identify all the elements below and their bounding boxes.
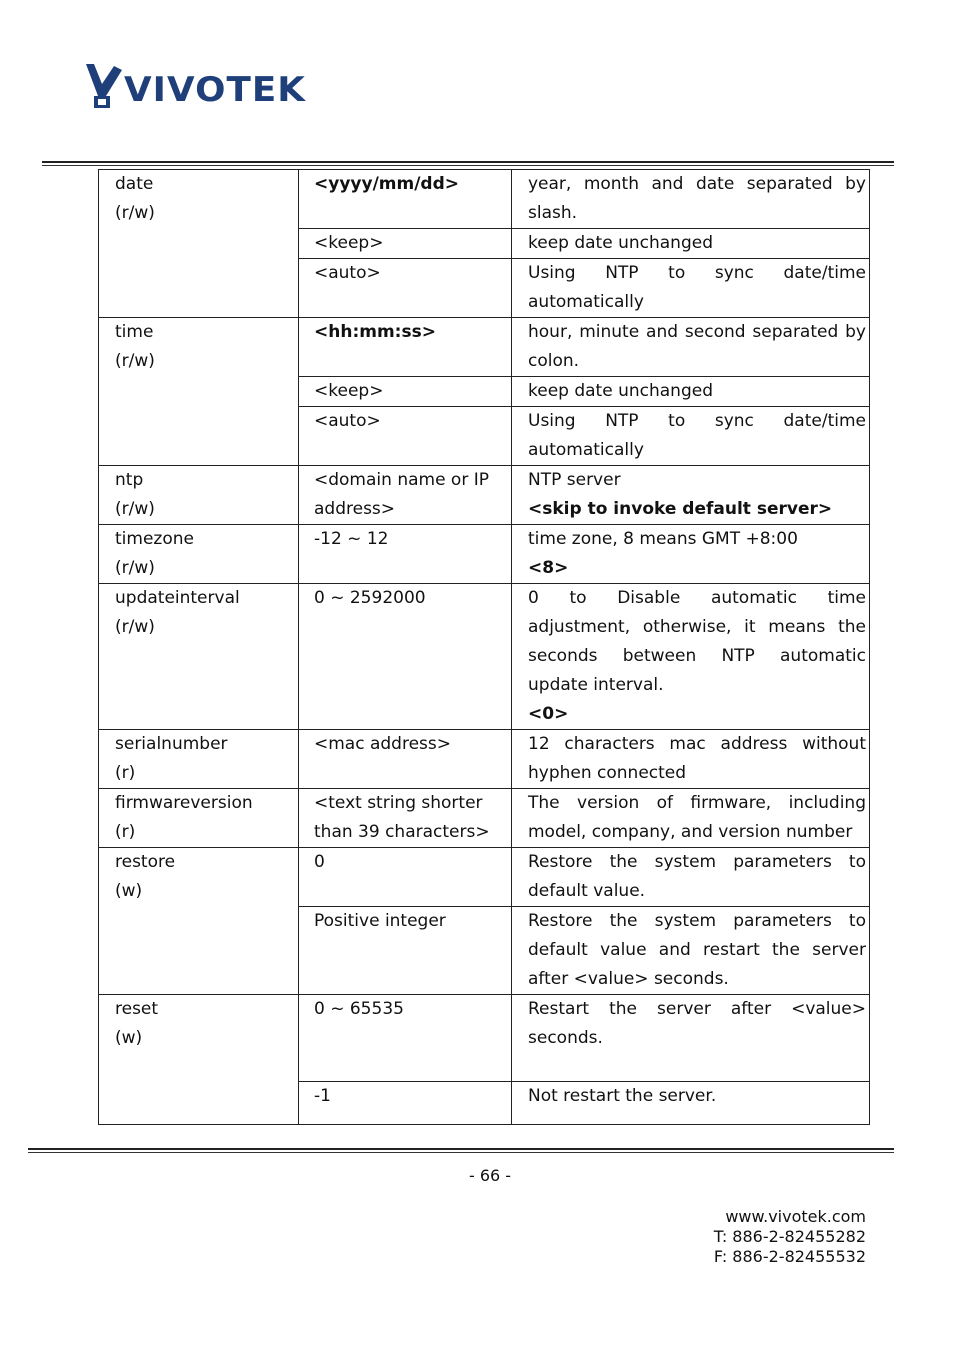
table-row — [99, 789, 870, 848]
vivotek-logo — [84, 62, 307, 114]
param-name: firmwareversion — [115, 793, 253, 813]
param-access: (w) — [115, 881, 143, 901]
param-description: Using NTP to sync date/time automatically — [528, 263, 866, 312]
param-name-cell — [99, 318, 299, 466]
footer-rule-bottom — [28, 1152, 894, 1153]
table-row — [99, 466, 870, 525]
param-description-cell — [512, 407, 870, 466]
param-description: 0 to Disable automatic time adjustment, otherwise, it means the seconds between NTP automatic update interval. — [528, 588, 866, 695]
param-value: <auto> — [314, 411, 381, 431]
param-description-cell — [512, 1082, 870, 1125]
param-name-cell — [99, 995, 299, 1125]
param-value-cell — [299, 789, 512, 848]
phone: T: 886-2-82455282 — [713, 1227, 866, 1246]
param-access: (r) — [115, 763, 136, 783]
param-name-cell — [99, 466, 299, 525]
param-description: keep date unchanged — [528, 381, 713, 401]
param-name: timezone — [115, 529, 194, 549]
param-value: Positive integer — [314, 911, 446, 931]
param-description-cell — [512, 318, 870, 377]
param-description-cell — [512, 848, 870, 907]
fax: F: 886-2-82455532 — [713, 1247, 866, 1266]
param-value-cell — [299, 377, 512, 407]
param-access: (r/w) — [115, 558, 155, 578]
param-value: <keep> — [314, 381, 384, 401]
param-description: Restore the system parameters to default value. — [528, 852, 866, 901]
param-value: <mac address> — [314, 734, 452, 754]
param-description: The version of firmware, including model, company, and version number — [528, 793, 866, 842]
param-value: <hh:mm:ss> — [314, 322, 436, 342]
header-rule-bottom — [42, 165, 894, 166]
param-name: reset — [115, 999, 159, 1019]
param-access: (r/w) — [115, 617, 155, 637]
param-name: restore — [115, 852, 176, 872]
table-row — [99, 170, 870, 229]
param-value: -12 ~ 12 — [314, 529, 389, 549]
param-default: <0> — [528, 704, 569, 724]
table-row — [99, 318, 870, 377]
param-access: (r/w) — [115, 203, 155, 223]
table-row — [99, 848, 870, 907]
param-description-cell — [512, 525, 870, 584]
page-number: - 66 - — [468, 1166, 512, 1185]
param-value-cell — [299, 1082, 512, 1125]
param-value-cell — [299, 525, 512, 584]
param-name-cell — [99, 525, 299, 584]
camera-logo-icon — [84, 62, 124, 114]
param-name: serialnumber — [115, 734, 228, 754]
header-rule-top — [42, 161, 894, 163]
param-description-cell — [512, 730, 870, 789]
param-name-cell — [99, 170, 299, 318]
param-name-cell — [99, 730, 299, 789]
param-value: <yyyy/mm/dd> — [314, 174, 459, 194]
param-description-cell — [512, 995, 870, 1082]
param-value: -1 — [314, 1086, 331, 1106]
param-value: 0 ~ 2592000 — [314, 588, 426, 608]
param-default: <skip to invoke default server> — [528, 499, 833, 519]
param-value-cell — [299, 466, 512, 525]
param-description-cell — [512, 584, 870, 730]
param-description-cell — [512, 377, 870, 407]
param-name: date — [115, 174, 154, 194]
param-value-cell — [299, 584, 512, 730]
param-value-cell — [299, 995, 512, 1082]
param-description: keep date unchanged — [528, 233, 713, 253]
param-description: time zone, 8 means GMT +8:00 — [528, 529, 798, 549]
param-access: (r/w) — [115, 351, 155, 371]
param-name-cell — [99, 789, 299, 848]
param-value-cell — [299, 848, 512, 907]
param-description: NTP server — [528, 470, 621, 490]
param-name: updateinterval — [115, 588, 240, 608]
param-value-cell — [299, 407, 512, 466]
param-description: Restart the server after <value> seconds. — [528, 999, 866, 1048]
param-description-cell — [512, 259, 870, 318]
param-access: (r) — [115, 822, 136, 842]
param-value-cell — [299, 170, 512, 229]
param-value-cell — [299, 229, 512, 259]
param-description-cell — [512, 466, 870, 525]
param-name: ntp — [115, 470, 144, 490]
website: www.vivotek.com — [725, 1207, 866, 1226]
param-value: <auto> — [314, 263, 381, 283]
param-name-cell — [99, 584, 299, 730]
parameter-table — [98, 169, 870, 1125]
contact-block — [714, 1207, 866, 1267]
param-description: hour, minute and second separated by colon. — [528, 322, 866, 371]
param-default: <8> — [528, 558, 569, 578]
table-row — [99, 525, 870, 584]
table-row — [99, 584, 870, 730]
param-access: (w) — [115, 1028, 143, 1048]
param-description: Not restart the server. — [528, 1086, 717, 1106]
table-row — [99, 995, 870, 1082]
param-value-cell — [299, 730, 512, 789]
param-description: 12 characters mac address without hyphen connected — [528, 734, 866, 783]
param-description: year, month and date separated by slash. — [528, 174, 866, 223]
param-description-cell — [512, 229, 870, 259]
param-value: <text string shorter than 39 characters> — [314, 793, 490, 842]
param-description-cell — [512, 170, 870, 229]
param-description: Using NTP to sync date/time automatically — [528, 411, 866, 460]
param-value: <keep> — [314, 233, 384, 253]
footer-rule-top — [28, 1148, 894, 1150]
param-name-cell — [99, 848, 299, 995]
logo-text: VIVOTEK — [124, 70, 307, 110]
param-value-cell — [299, 318, 512, 377]
param-value: 0 ~ 65535 — [314, 999, 404, 1019]
param-description: Restore the system parameters to default value and restart the server after <value> seconds. — [528, 911, 866, 989]
param-value-cell — [299, 907, 512, 995]
param-description-cell — [512, 789, 870, 848]
param-name: time — [115, 322, 154, 342]
param-value: <domain name or IP address> — [314, 470, 489, 519]
param-value-cell — [299, 259, 512, 318]
table-row — [99, 730, 870, 789]
param-value: 0 — [314, 852, 325, 872]
param-access: (r/w) — [115, 499, 155, 519]
param-description-cell — [512, 907, 870, 995]
